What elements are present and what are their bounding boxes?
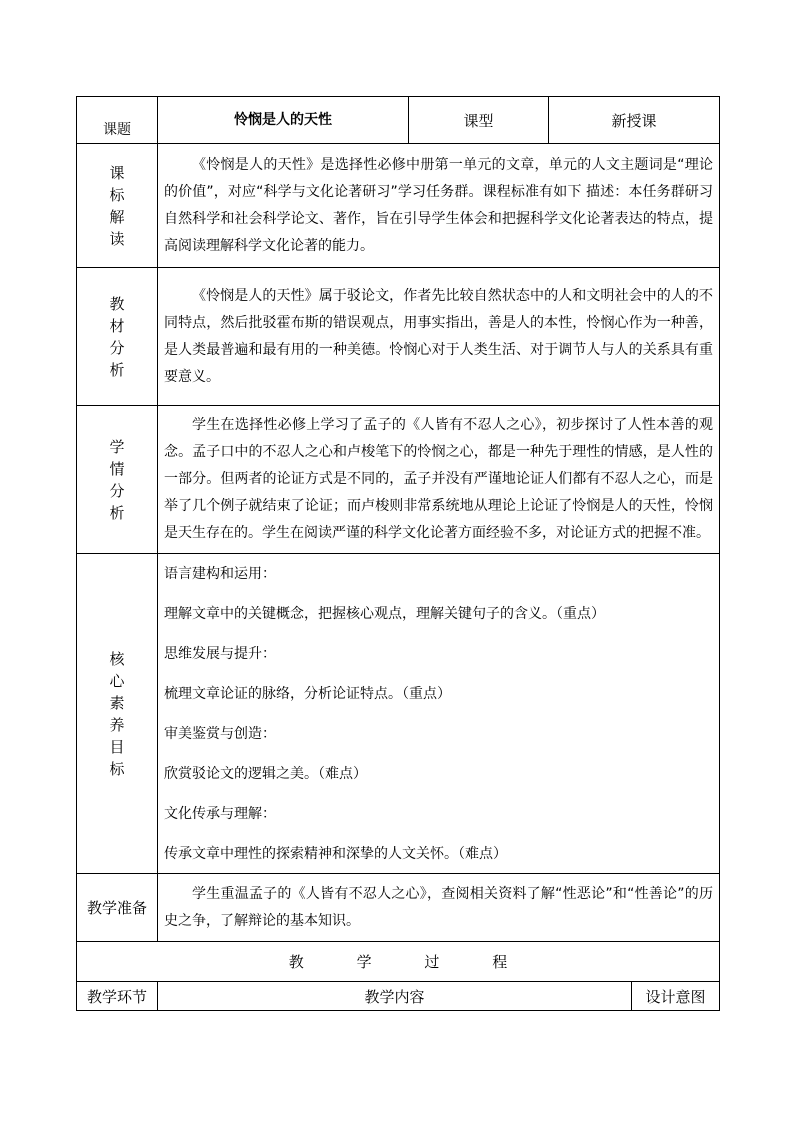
material-text: 《怜悯是人的天性》属于驳论文，作者先比较自然状态中的人和文明社会中的人的不同特点，然后批驳霍布斯的错误观点，用事实指出，善是人的本性，怜悯心作为一种善，是人类最普遍和最有用的一种美德。怜悯心对于人类生活、对于调节人与人的关系具有重要意义。 (164, 287, 714, 385)
core-item: 文化传承与理解： (164, 806, 276, 822)
core-list (158, 554, 719, 870)
standards-content-cell (158, 144, 720, 268)
preparation-text: 学生重温孟子的《人皆有不忍人之心》，查阅相关资料了解“性恶论”和“性善论”的历史之争，了解辩论的基本知识。 (164, 885, 714, 929)
core-content-cell (158, 554, 720, 874)
process-col-intent: 设计意图 (632, 982, 720, 1011)
core-item: 思维发展与提升： (164, 646, 276, 662)
material-label-cell (77, 268, 158, 406)
preparation-row (77, 874, 720, 942)
standards-label-cell (77, 144, 158, 268)
type-value: 新授课 (549, 97, 720, 144)
topic-label: 课题 (77, 97, 158, 144)
core-label: 核 心 素 养 目 标 (109, 649, 125, 778)
students-row (77, 406, 720, 554)
type-label: 课型 (409, 97, 549, 144)
core-item: 梳理文章论证的脉络，分析论证特点。（重点） (164, 686, 451, 702)
core-item: 语言建构和运用： (164, 566, 276, 582)
students-label-cell (77, 406, 158, 554)
core-item: 传承文章中理性的探索精神和深挚的人文关怀。（难点） (164, 846, 507, 862)
topic-value: 怜悯是人的天性 (158, 97, 409, 144)
lesson-plan-table-frame (76, 96, 719, 1011)
students-content-cell (158, 406, 720, 554)
material-label: 教 材 分 析 (109, 294, 125, 379)
process-col-stage: 教学环节 (77, 982, 158, 1011)
core-item: 理解文章中的关键概念，把握核心观点，理解关键句子的含义。（重点） (164, 606, 605, 622)
core-label-cell (77, 554, 158, 874)
core-item: 审美鉴赏与创造： (164, 726, 276, 742)
standards-row (77, 144, 720, 268)
material-row (77, 268, 720, 406)
material-content-cell (158, 268, 720, 406)
core-row (77, 554, 720, 874)
preparation-content-cell (158, 874, 720, 942)
core-item: 欣赏驳论文的逻辑之美。（难点） (164, 766, 367, 782)
standards-text: 《怜悯是人的天性》是选择性必修中册第一单元的文章，单元的人文主题词是“理论的价值”，对应“科学与文化论著研习”学习任务群。课程标准有如下 描述：本任务群研习自然科学和社会科学论文、著作，旨在引导学生体会和把握科学文化论著表达的特点，提高阅读理解科学文化论著的能力。 (164, 156, 714, 254)
students-label: 学 情 分 析 (109, 437, 125, 522)
process-title: 教 学 过 程 (77, 942, 720, 982)
process-col-content: 教学内容 (158, 982, 632, 1011)
lesson-plan-table (76, 96, 720, 1011)
students-text: 学生在选择性必修上学习了孟子的《人皆有不忍人之心》，初步探讨了人性本善的观念。孟子口中的不忍人之心和卢梭笔下的怜悯之心，都是一种先于理性的情感，是人性的一部分。但两者的论证方式是不同的，孟子并没有严谨地论证人们都有不忍人之心，而是举了几个例子就结束了论证；而卢梭则非常系统地从理论上论证了怜悯是人的天性，怜悯是天生存在的。学生在阅读严谨的科学文化论著方面经验不多，对论证方式的把握不准。 (164, 417, 714, 541)
preparation-label: 教学准备 (77, 874, 158, 942)
process-header-row (77, 982, 720, 1011)
standards-label: 课 标 解 读 (109, 163, 125, 248)
header-row (77, 97, 720, 144)
process-title-row (77, 942, 720, 982)
